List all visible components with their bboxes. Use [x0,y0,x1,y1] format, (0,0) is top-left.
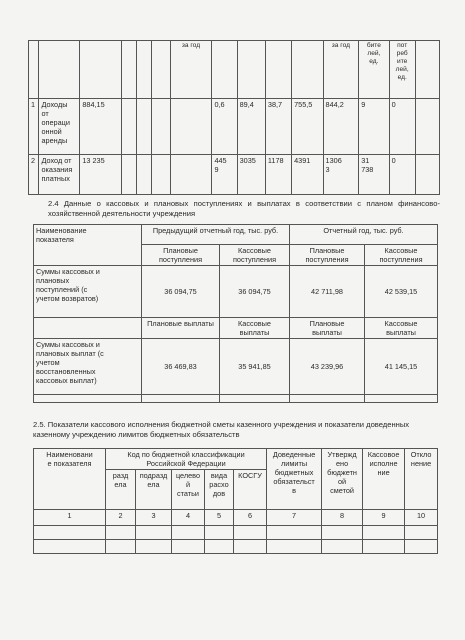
table-row: 1 Доходы от операци онной аренды 884,15 0,6 89,4 38,7 755,5 844,2 9 0 [29,99,440,155]
potrebiteley-header: пот реб ите лей, ед. [389,41,415,99]
table-row [34,540,438,554]
cash-pay-header-2: Кассовые выплаты [365,318,438,339]
plan-income-header-2: Плановые поступления [290,245,365,266]
za-god-header-1: за год [170,41,212,99]
razdel-header: разд ела [106,470,136,510]
celevoy-header: целево й статьи [172,470,205,510]
deviation-header: Откло нение [405,449,438,510]
column-numbers-row: 1 2 3 4 5 6 7 8 9 10 [34,510,438,526]
plan-pay-header-2: Плановые выплаты [290,318,365,339]
za-god-header-2: за год [323,41,359,99]
row-payments-label: Суммы кассовых и плановых выплат (с учетом восстановленных кассовых выплат) [34,339,142,395]
table-row: Суммы кассовых и плановых выплат (с учетом восстановленных кассовых выплат) 36 469,83 35 941,85 43 239,96 41 145,15 [34,339,438,395]
plan-income-header: Плановые поступления [142,245,220,266]
row-income-label: Суммы кассовых и плановых поступлений (с учетом возвратов) [34,266,142,318]
limits-header: Доведенные лимиты бюджетных обязательст в [267,449,322,510]
col-name-header: Наименование показателя [34,225,142,266]
section-2-5-title: 2.5. Показатели кассового исполнения бюджетной сметы казенного учреждения и показатели доведенных казенному учреждению лимитов бюджетных обязательств [33,420,410,439]
code-group-header: Код по бюджетной классификации Российской Федерации [106,449,267,470]
budget-execution-table [33,448,438,554]
curr-year-header: Отчетный год, тыс. руб. [290,225,438,245]
prev-year-header: Предыдущий отчетный год, тыс. руб. [142,225,290,245]
cash-income-header: Кассовые поступления [220,245,290,266]
podrazdel-header: подразд ела [136,470,172,510]
income-table [28,40,440,195]
cash-execution-header: Кассовое исполне ние [363,449,405,510]
section-2-4-title: 2.4 Данные о кассовых и плановых поступлениях и выплатах в соответствии с планом финансово-хозяйственной деятельности учреждения [48,199,440,218]
table-row [34,526,438,540]
biteley-header: бите лей, ед. [359,41,389,99]
kosgu-header: КОСГУ [234,470,267,510]
cash-flow-table [33,224,438,403]
table-row: Суммы кассовых и плановых поступлений (с учетом возвратов) 36 094,75 36 094,75 42 711,98 42 539,15 [34,266,438,318]
cash-pay-header: Кассовые выплаты [220,318,290,339]
plan-pay-header: Плановые выплаты [142,318,220,339]
vid-header: вида расхо дов [205,470,234,510]
col-name-header: Наименовани е показателя [34,449,106,510]
table-row: 2 Доход от оказания платных 13 235 445 9 3035 1178 4391 1306 3 31 738 0 [29,155,440,195]
approved-header: Утвержд ено бюджетн ой сметой [322,449,363,510]
cash-income-header-2: Кассовые поступления [365,245,438,266]
